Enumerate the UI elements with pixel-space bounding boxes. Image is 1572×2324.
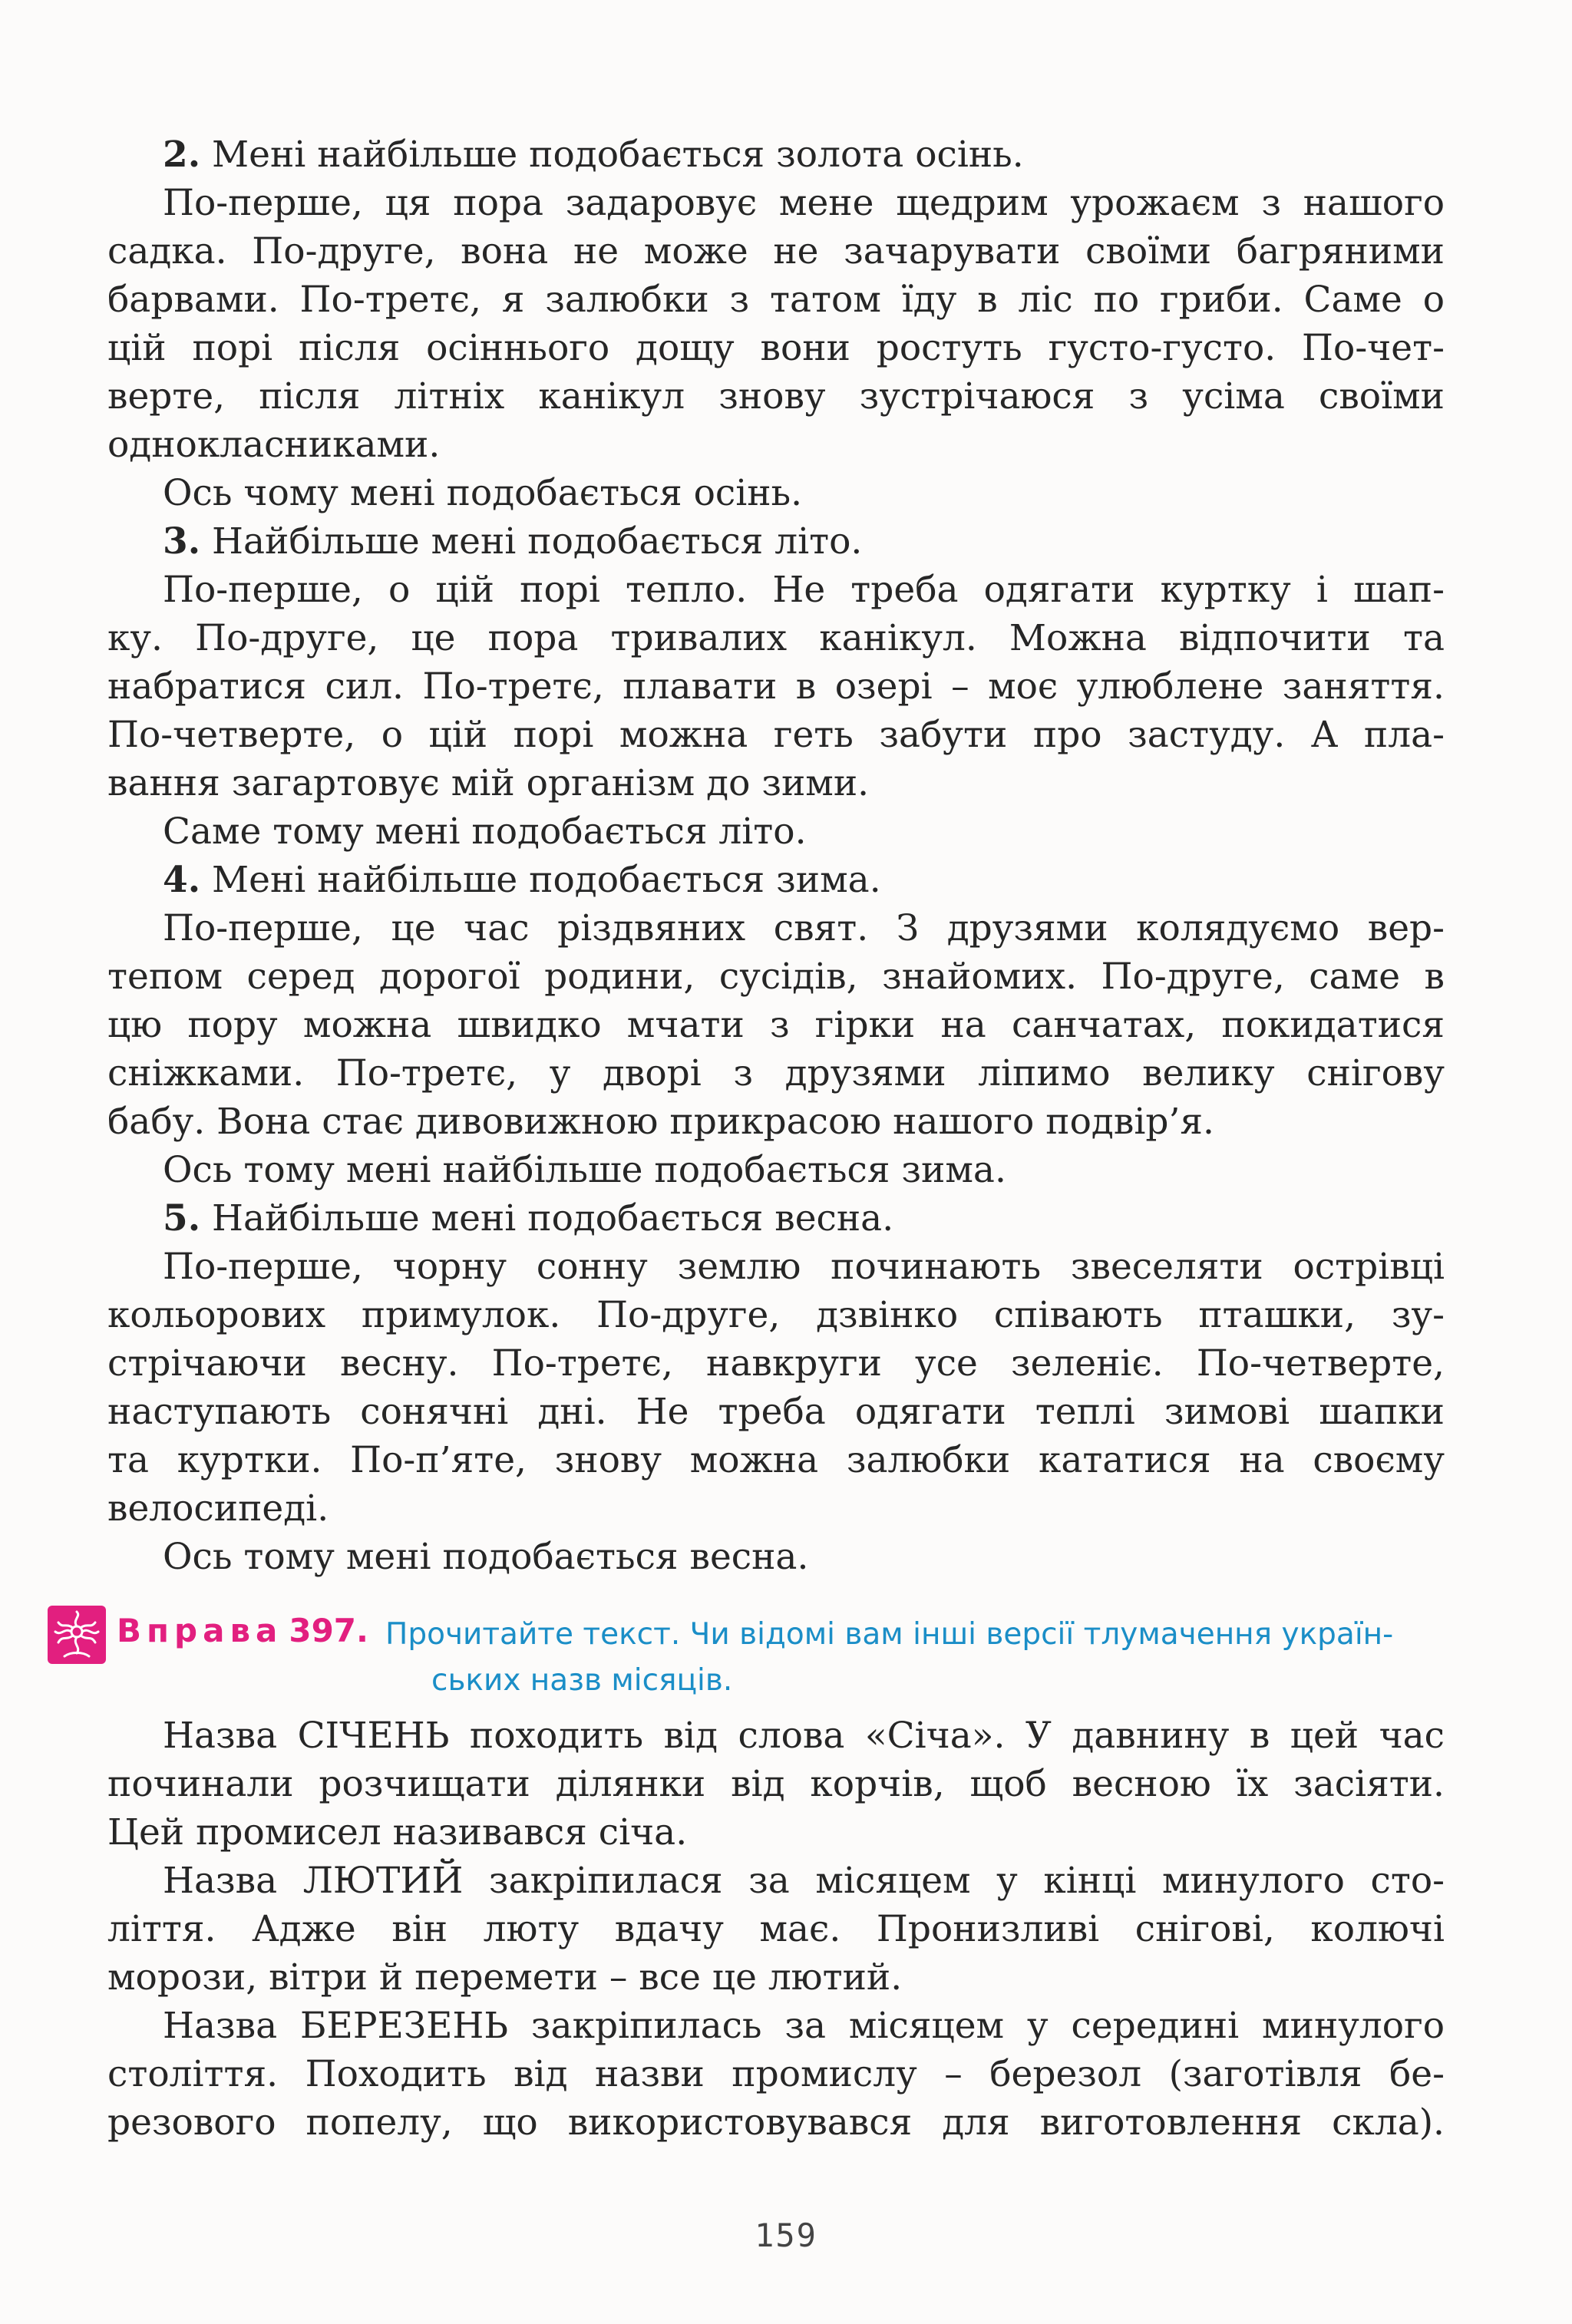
paragraph-line: однокласниками. bbox=[107, 424, 441, 466]
paragraph-line: По-перше, ця пора задаровує мене щедрим урожаєм з нашого bbox=[163, 182, 1445, 224]
paragraph-line: сніжками. По-третє, у дворі з друзями ліпимо велику снігову bbox=[107, 1052, 1445, 1094]
paragraph-line: кольорових примулок. По-друге, дзвінко співають пташки, зу- bbox=[107, 1294, 1445, 1336]
paragraph-line: По-перше, це час різдвяних свят. З друзями колядуємо вер- bbox=[163, 907, 1445, 949]
paragraph-line: По-четверте, о цій порі можна геть забути про застуду. А пла- bbox=[107, 714, 1445, 756]
paragraph-line: Саме тому мені подобається літо. bbox=[163, 810, 807, 853]
instruction-line: ських назв місяців. bbox=[431, 1663, 733, 1698]
paragraph-line: наступають сонячні дні. Не треба одягати теплі зимові шапки bbox=[107, 1391, 1445, 1433]
paragraph-line: барвами. По-третє, я залюбки з татом їду в ліс по гриби. Саме о bbox=[107, 279, 1445, 321]
exercise-header bbox=[48, 1603, 1452, 1702]
paragraph-line: По-перше, о цій порі тепло. Не треба одягати куртку і шап- bbox=[163, 569, 1445, 611]
paragraph-line: та куртки. По-п’яте, знову можна залюбки кататися на своєму bbox=[107, 1439, 1445, 1481]
paragraph-line: цю пору можна швидко мчати з гірки на санчатах, покидатися bbox=[107, 1004, 1445, 1046]
paragraph-line: Цей промисел називався січа. bbox=[107, 1811, 688, 1854]
exercise-title bbox=[117, 1612, 368, 1649]
paragraph-line: починали розчищати ділянки від корчів, щоб весною їх засіяти. bbox=[107, 1763, 1445, 1805]
paragraph-line: Назва СІЧЕНЬ походить від слова «Січа». У давнину в цей час bbox=[163, 1715, 1445, 1757]
exercise-text-block bbox=[107, 1712, 1445, 2147]
paragraph-line: 4. Мені найбільше подобається зима. bbox=[163, 859, 881, 901]
paragraph-line: морози, вітри й перемети – все це лютий. bbox=[107, 1956, 903, 1999]
paragraph-line: верте, після літніх канікул знову зустрічаюся з усіма своїми bbox=[107, 375, 1445, 418]
paragraph-line: цій порі після осіннього дощу вони ростуть густо-густо. По-чет- bbox=[107, 327, 1445, 369]
page-number: 159 bbox=[755, 2217, 817, 2254]
essay-text-block bbox=[107, 130, 1445, 1581]
instruction-line: Прочитайте текст. Чи відомі вам інші версії тлумачення україн- bbox=[385, 1617, 1394, 1652]
paragraph-line: Назва ЛЮТИЙ закріпилася за місяцем у кінці минулого сто- bbox=[163, 1860, 1445, 1902]
paragraph-line: 3. Найбільше мені подобається літо. bbox=[163, 520, 863, 563]
paragraph-line: По-перше, чорну сонну землю починають звеселяти острівці bbox=[163, 1246, 1445, 1288]
exercise-number: 397. bbox=[289, 1612, 368, 1649]
paragraph-line: велосипеді. bbox=[107, 1487, 329, 1530]
paragraph-line: ліття. Адже він люту вдачу має. Пронизливі снігові, колючі bbox=[107, 1908, 1445, 1950]
paragraph-line: 5. Найбільше мені подобається весна. bbox=[163, 1197, 894, 1240]
paragraph-line: Ось тому мені подобається весна. bbox=[163, 1536, 809, 1578]
paragraph-line: Ось тому мені найбільше подобається зима. bbox=[163, 1149, 1006, 1191]
paragraph-line: тепом серед дорогої родини, сусідів, знайомих. По-друге, саме в bbox=[107, 956, 1445, 998]
paragraph-line: Ось чому мені подобається осінь. bbox=[163, 472, 803, 514]
paragraph-line: бабу. Вона стає дивовижною прикрасою нашого подвір’я. bbox=[107, 1101, 1214, 1143]
exercise-instruction bbox=[385, 1612, 1475, 1704]
paragraph-line: набратися сил. По-третє, плавати в озері – моє улюблене заняття. bbox=[107, 665, 1445, 708]
paragraph-line: століття. Походить від назви промислу – березол (заготівля бе- bbox=[107, 2053, 1445, 2095]
paragraph-line: садка. По-друге, вона не може не зачарувати своїми багряними bbox=[107, 230, 1445, 272]
paragraph-line: Назва БЕРЕЗЕНЬ закріпилась за місяцем у середині минулого bbox=[163, 2005, 1445, 2047]
exercise-label: Вправа bbox=[117, 1612, 283, 1649]
paragraph-line: резового попелу, що використовувався для виготовлення скла). bbox=[107, 2101, 1445, 2144]
paragraph-line: стрічаючи весну. По-третє, навкруги усе зеленіє. По-четверте, bbox=[107, 1342, 1445, 1385]
paragraph-line: ку. По-друге, це пора тривалих канікул. Можна відпочити та bbox=[107, 617, 1445, 659]
flower-ornament-icon bbox=[48, 1606, 106, 1664]
paragraph-line: 2. Мені найбільше подобається золота осінь. bbox=[163, 134, 1024, 176]
paragraph-line: вання загартовує мій організм до зими. bbox=[107, 762, 870, 804]
